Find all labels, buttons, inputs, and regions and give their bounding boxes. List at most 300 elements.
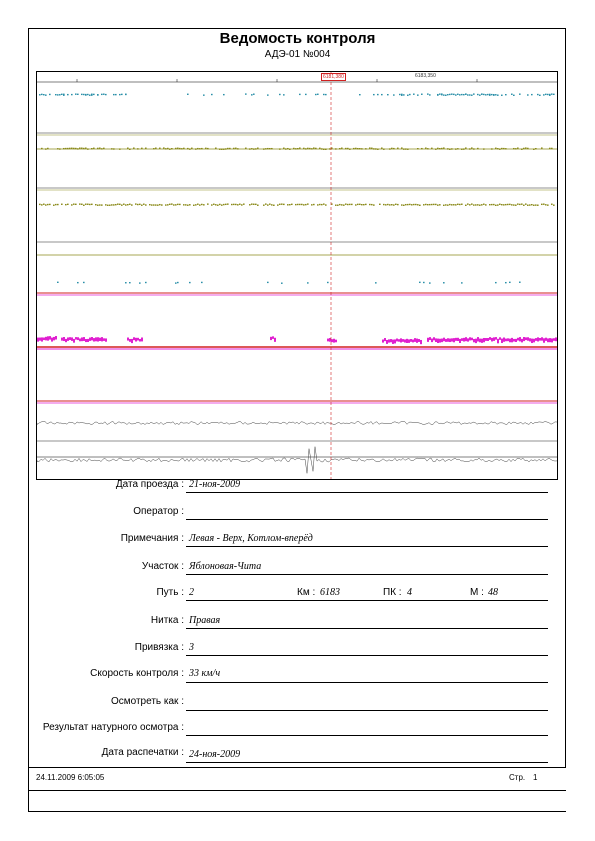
olive-echo-dot [215, 204, 217, 205]
olive-echo-dot [363, 204, 365, 205]
magenta-burst [63, 337, 65, 341]
cyan-echo-dot [113, 94, 115, 95]
olive-echo-dot [95, 204, 97, 205]
cyan-echo-dot [485, 94, 487, 95]
olive-echo-dot [103, 148, 105, 149]
magenta-burst [335, 340, 337, 343]
olive-echo-dot [379, 204, 381, 205]
olive-echo-dot [115, 204, 117, 205]
magenta-burst [479, 339, 481, 343]
magenta-burst [420, 340, 422, 344]
cyan-echo-dot [201, 282, 203, 283]
cyan-echo-dot [487, 94, 489, 95]
cyan-echo-dot [279, 94, 281, 95]
olive-echo-dot [477, 148, 479, 149]
olive-echo-dot [223, 149, 225, 150]
olive-echo-dot [365, 148, 367, 149]
magenta-burst [274, 338, 276, 342]
cyan-echo-dot [495, 282, 497, 283]
olive-echo-dot [453, 204, 455, 205]
olive-echo-dot [343, 204, 345, 205]
olive-echo-dot [411, 204, 413, 205]
olive-echo-dot [447, 204, 449, 205]
magenta-burst [455, 338, 457, 341]
line-date [186, 492, 548, 493]
cyan-echo-dot [307, 282, 309, 283]
olive-echo-dot [393, 204, 395, 205]
magenta-burst [55, 336, 57, 340]
olive-echo-dot [537, 205, 539, 206]
olive-echo-dot [85, 147, 87, 148]
magenta-burst [541, 337, 543, 340]
magenta-burst [392, 340, 394, 344]
olive-echo-dot [389, 204, 391, 205]
olive-echo-dot [313, 204, 315, 205]
magenta-burst [505, 339, 507, 342]
olive-echo-dot [235, 204, 237, 205]
magenta-burst [435, 338, 437, 342]
olive-echo-dot [67, 204, 69, 205]
magenta-burst [41, 337, 43, 341]
olive-echo-dot [435, 204, 437, 205]
olive-echo-dot [533, 149, 535, 150]
cyan-echo-dot [403, 94, 405, 95]
olive-echo-dot [553, 204, 555, 205]
value-section: Яблоновая-Чита [189, 561, 262, 572]
magenta-burst [127, 338, 129, 341]
magenta-burst [483, 338, 485, 342]
olive-echo-dot [419, 205, 421, 206]
olive-echo-dot [421, 148, 423, 149]
magenta-burst [523, 337, 525, 341]
cyan-echo-dot [63, 94, 65, 95]
olive-echo-dot [287, 148, 289, 149]
olive-echo-dot [217, 204, 219, 205]
olive-echo-dot [249, 204, 251, 205]
magenta-burst [61, 338, 63, 341]
olive-echo-dot [321, 148, 323, 149]
cyan-echo-dot [77, 282, 79, 283]
magenta-burst [71, 337, 73, 341]
olive-echo-dot [179, 148, 181, 149]
olive-echo-dot [277, 204, 279, 205]
olive-echo-dot [513, 204, 515, 205]
olive-echo-dot [195, 204, 197, 205]
olive-echo-dot [351, 204, 353, 205]
olive-echo-dot [307, 203, 309, 204]
olive-echo-dot [473, 148, 475, 149]
cyan-echo-dot [449, 94, 451, 95]
olive-echo-dot [393, 148, 395, 149]
olive-echo-dot [71, 204, 73, 205]
olive-echo-dot [117, 203, 119, 204]
olive-echo-dot [439, 148, 441, 149]
label-km: Км : [297, 587, 316, 598]
olive-echo-dot [101, 148, 103, 149]
magenta-burst [441, 339, 443, 343]
olive-echo-dot [199, 148, 201, 149]
magenta-burst [519, 337, 521, 341]
olive-echo-dot [251, 203, 253, 204]
magenta-burst [67, 337, 69, 340]
olive-echo-dot [71, 148, 73, 149]
cyan-echo-dot [43, 94, 45, 95]
olive-echo-dot [153, 148, 155, 149]
value-print-date: 24-ноя-2009 [189, 749, 241, 760]
cyan-echo-dot [91, 94, 93, 95]
magenta-burst [473, 339, 475, 342]
magenta-burst [141, 338, 143, 342]
olive-echo-dot [447, 148, 449, 149]
cyan-echo-dot [187, 94, 189, 95]
label-date: Дата проезда : [115, 479, 184, 490]
value-path: 2 [189, 587, 194, 598]
value-speed: 33 км/ч [189, 668, 221, 679]
label-pk: ПК : [383, 587, 402, 598]
olive-echo-dot [341, 148, 343, 149]
cyan-echo-dot [103, 94, 105, 95]
cyan-echo-dot [451, 93, 453, 94]
top-border [28, 28, 566, 29]
olive-echo-dot [173, 204, 175, 205]
cyan-echo-dot [409, 94, 411, 95]
olive-echo-dot [227, 148, 229, 149]
olive-echo-dot [451, 148, 453, 149]
olive-echo-dot [511, 204, 513, 205]
olive-echo-dot [73, 203, 75, 204]
olive-echo-dot [503, 148, 505, 149]
magenta-burst [499, 337, 501, 340]
olive-echo-dot [161, 204, 163, 205]
olive-echo-dot [171, 148, 173, 149]
olive-echo-dot [137, 204, 139, 205]
olive-echo-dot [89, 204, 91, 205]
olive-echo-dot [201, 204, 203, 205]
cyan-echo-dot [177, 282, 179, 283]
olive-echo-dot [501, 148, 503, 149]
olive-echo-dot [329, 148, 331, 149]
olive-echo-dot [359, 148, 361, 149]
olive-echo-dot [285, 148, 287, 149]
magenta-burst [101, 337, 103, 341]
olive-echo-dot [461, 204, 463, 205]
cyan-echo-dot [495, 94, 497, 95]
cyan-echo-dot [377, 94, 379, 95]
olive-echo-dot [165, 204, 167, 205]
cyan-echo-dot [203, 94, 205, 95]
cyan-echo-dot [139, 282, 141, 283]
olive-echo-dot [233, 204, 235, 205]
cyan-echo-dot [513, 95, 515, 96]
magenta-burst [47, 336, 49, 340]
cyan-echo-dot [447, 94, 449, 95]
olive-echo-dot [373, 148, 375, 149]
olive-echo-dot [407, 204, 409, 205]
olive-echo-dot [427, 204, 429, 205]
magenta-burst [333, 339, 335, 343]
cyan-echo-dot [317, 94, 319, 95]
label-result: Результат натурного осмотра : [42, 722, 184, 733]
cyan-echo-dot [381, 94, 383, 95]
olive-echo-dot [193, 205, 195, 206]
magenta-burst [517, 338, 519, 341]
line-print-date [186, 762, 548, 763]
magenta-burst [89, 338, 91, 341]
magenta-burst [43, 338, 45, 341]
olive-echo-dot [397, 204, 399, 205]
magenta-burst [527, 337, 529, 340]
magenta-burst [388, 339, 390, 342]
line-operator [186, 519, 548, 520]
magenta-burst [539, 338, 541, 341]
olive-echo-dot [171, 203, 173, 204]
olive-echo-dot [195, 148, 197, 149]
olive-echo-dot [491, 148, 493, 149]
cyan-echo-dot [429, 282, 431, 283]
olive-echo-dot [219, 204, 221, 205]
magenta-burst [491, 338, 493, 342]
olive-echo-dot [319, 204, 321, 205]
magenta-burst [471, 338, 473, 341]
cyan-echo-dot [39, 94, 41, 95]
olive-echo-dot [431, 148, 433, 149]
magenta-burst [555, 337, 557, 341]
olive-echo-dot [235, 148, 237, 149]
cyan-echo-dot [83, 282, 85, 283]
magenta-burst [131, 339, 133, 343]
olive-echo-dot [65, 204, 67, 205]
olive-echo-dot [85, 204, 87, 205]
olive-echo-dot [73, 148, 75, 149]
olive-echo-dot [525, 203, 527, 204]
cyan-echo-dot [453, 94, 455, 95]
label-m: М : [470, 587, 484, 598]
olive-echo-dot [135, 203, 137, 204]
cyan-echo-dot [101, 94, 103, 95]
magenta-burst [531, 339, 533, 343]
cyan-echo-dot [283, 94, 285, 95]
olive-echo-dot [311, 204, 313, 205]
cyan-echo-dot [455, 94, 457, 95]
magenta-burst [443, 338, 445, 342]
cyan-echo-dot [543, 94, 545, 95]
cyan-echo-dot [399, 94, 401, 95]
olive-echo-dot [271, 148, 273, 149]
olive-echo-dot [223, 204, 225, 205]
magenta-burst [451, 338, 453, 341]
olive-echo-dot [207, 203, 209, 204]
olive-echo-dot [151, 204, 153, 205]
olive-echo-dot [137, 148, 139, 149]
magenta-burst [449, 339, 451, 342]
olive-echo-dot [141, 205, 143, 206]
cyan-echo-dot [305, 94, 307, 95]
olive-echo-dot [471, 147, 473, 148]
olive-echo-dot [299, 147, 301, 148]
olive-echo-dot [249, 148, 251, 149]
olive-echo-dot [451, 204, 453, 205]
olive-echo-dot [481, 204, 483, 205]
olive-echo-dot [353, 148, 355, 149]
cyan-echo-dot [125, 282, 127, 283]
magenta-burst [105, 338, 107, 341]
cyan-echo-dot [67, 94, 69, 95]
olive-echo-dot [191, 148, 193, 149]
olive-echo-dot [521, 149, 523, 150]
olive-echo-dot [81, 204, 83, 205]
olive-echo-dot [551, 148, 553, 149]
cyan-echo-dot [519, 282, 521, 283]
cyan-echo-dot [245, 93, 247, 94]
cyan-echo-dot [71, 94, 73, 95]
olive-echo-dot [279, 204, 281, 205]
olive-echo-dot [405, 148, 407, 149]
olive-echo-dot [339, 204, 341, 205]
olive-echo-dot [177, 204, 179, 205]
olive-echo-dot [439, 204, 441, 205]
footer-timestamp: 24.11.2009 6:05:05 [36, 773, 105, 782]
olive-echo-dot [167, 148, 169, 149]
olive-echo-dot [155, 148, 157, 149]
cyan-echo-dot [41, 94, 43, 95]
magenta-burst [457, 338, 459, 341]
magenta-burst [429, 337, 431, 340]
cyan-echo-dot [445, 95, 447, 96]
cyan-echo-dot [419, 282, 421, 283]
cyan-echo-dot [401, 95, 403, 96]
magenta-burst [447, 338, 449, 342]
olive-echo-dot [239, 204, 241, 205]
magenta-burst [97, 337, 99, 341]
olive-echo-dot [205, 148, 207, 149]
olive-echo-dot [99, 204, 101, 205]
olive-echo-dot [91, 148, 93, 149]
olive-echo-dot [355, 148, 357, 149]
cyan-echo-dot [325, 94, 327, 95]
olive-echo-dot [107, 205, 109, 206]
olive-echo-dot [415, 204, 417, 205]
cyan-echo-dot [59, 94, 61, 95]
cyan-echo-dot [547, 94, 549, 95]
olive-echo-dot [429, 204, 431, 205]
olive-echo-dot [111, 148, 113, 149]
cyan-echo-dot [461, 282, 463, 283]
olive-echo-dot [409, 204, 411, 205]
magenta-burst [553, 338, 555, 341]
olive-echo-dot [321, 204, 323, 205]
magenta-burst [525, 337, 527, 340]
olive-echo-dot [197, 148, 199, 149]
olive-echo-dot [155, 204, 157, 205]
cyan-echo-dot [85, 94, 87, 95]
olive-echo-dot [129, 149, 131, 150]
olive-echo-dot [493, 204, 495, 205]
cyan-echo-dot [553, 94, 555, 95]
magenta-burst [507, 338, 509, 341]
olive-echo-dot [159, 204, 161, 205]
magenta-burst [53, 337, 55, 340]
olive-echo-dot [123, 204, 125, 205]
olive-echo-dot [383, 149, 385, 150]
olive-echo-dot [507, 204, 509, 205]
magenta-burst [99, 338, 101, 341]
magenta-burst [501, 339, 503, 343]
olive-echo-dot [357, 148, 359, 149]
olive-echo-dot [291, 204, 293, 205]
olive-echo-dot [183, 148, 185, 149]
magenta-burst [137, 338, 139, 341]
olive-echo-dot [189, 148, 191, 149]
olive-echo-dot [113, 204, 115, 205]
cyan-echo-dot [413, 94, 415, 95]
olive-echo-dot [145, 204, 147, 205]
olive-echo-dot [491, 204, 493, 205]
magenta-burst [39, 338, 41, 341]
cyan-echo-dot [489, 94, 491, 95]
magenta-burst [396, 339, 398, 342]
olive-echo-dot [305, 204, 307, 205]
olive-echo-dot [483, 204, 485, 205]
olive-echo-dot [45, 148, 47, 149]
magenta-burst [49, 336, 51, 339]
label-path: Путь : [156, 587, 184, 598]
olive-echo-dot [181, 148, 183, 149]
label-binding: Привязка : [134, 642, 184, 653]
olive-echo-dot [323, 149, 325, 150]
olive-echo-dot [495, 148, 497, 149]
olive-echo-dot [201, 148, 203, 149]
olive-echo-dot [263, 204, 265, 205]
cyan-echo-dot [457, 94, 459, 95]
cyan-echo-dot [443, 282, 445, 283]
olive-echo-dot [75, 148, 77, 149]
cyan-echo-dot [115, 94, 117, 95]
olive-echo-dot [403, 205, 405, 206]
magenta-burst [93, 338, 95, 341]
cyan-echo-dot [459, 94, 461, 95]
magenta-burst [416, 339, 418, 343]
cyan-echo-dot [175, 282, 177, 283]
olive-echo-dot [551, 204, 553, 205]
olive-echo-dot [509, 204, 511, 205]
olive-echo-dot [237, 204, 239, 205]
cyan-echo-dot [315, 94, 317, 95]
olive-echo-dot [225, 204, 227, 205]
olive-echo-dot [97, 205, 99, 206]
olive-echo-dot [325, 149, 327, 150]
olive-echo-dot [461, 149, 463, 150]
olive-echo-dot [517, 147, 519, 148]
olive-echo-dot [515, 148, 517, 149]
olive-echo-dot [523, 148, 525, 149]
cyan-echo-dot [473, 93, 475, 94]
olive-echo-dot [503, 204, 505, 205]
magenta-burst [398, 339, 400, 342]
olive-echo-dot [197, 204, 199, 205]
olive-echo-dot [47, 148, 49, 149]
olive-echo-dot [121, 204, 123, 205]
olive-echo-dot [177, 148, 179, 149]
magenta-burst [459, 339, 461, 343]
cyan-echo-dot [125, 94, 127, 95]
scan-chart [36, 71, 558, 480]
olive-echo-dot [465, 205, 467, 206]
olive-echo-dot [83, 148, 85, 149]
footer-page-label: Стр. [509, 773, 526, 782]
olive-echo-dot [265, 148, 267, 149]
right-border [565, 28, 566, 767]
olive-echo-dot [443, 147, 445, 148]
